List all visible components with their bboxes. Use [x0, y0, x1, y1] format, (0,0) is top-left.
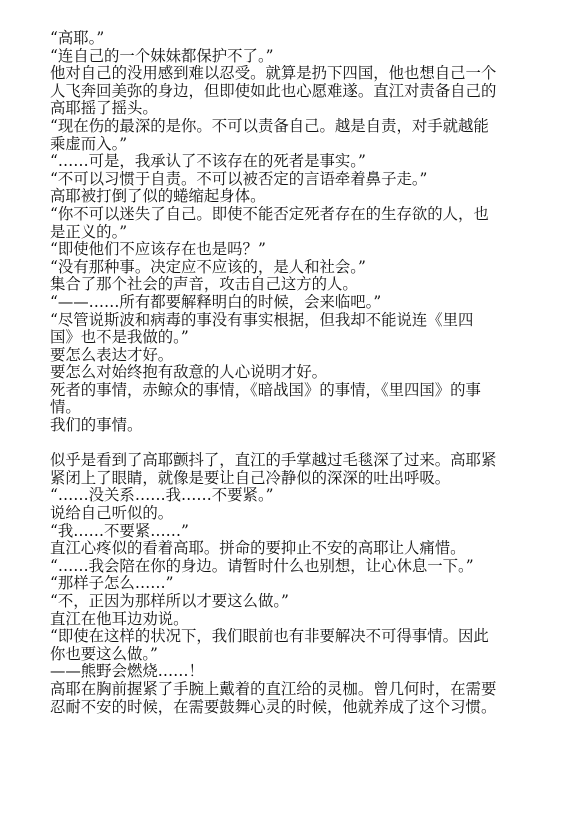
text-line: 直江在他耳边劝说。	[50, 609, 189, 628]
text-line: 高耶在胸前握紧了手腕上戴着的直江给的灵枷。曾几何时，在需要	[50, 679, 497, 698]
text-line: “……可是，我承认了不该存在的死者是事实。”	[50, 152, 366, 171]
text-line: “——……所有都要解释明白的时候，会来临吧。”	[50, 292, 382, 311]
text-line: “即使在这样的状况下，我们眼前也有非要解决不可得事情。因此	[50, 627, 489, 646]
text-line: 是正义的。”	[50, 222, 128, 241]
text-line: 死者的事情，赤鲸众的事情，《暗战国》的事情，《里四国》的事	[50, 380, 481, 399]
text-line: 要怎么对始终抱有敌意的人心说明才好。	[50, 363, 328, 382]
text-line: “即使他们不应该存在也是吗？”	[50, 240, 266, 259]
text-line: 集合了那个社会的声音，攻击自己这方的人。	[50, 275, 358, 294]
text-line: 高耶被打倒了似的蜷缩起身体。	[50, 187, 266, 206]
text-line: ——熊野会燃烧……！	[50, 662, 204, 681]
text-line: 人飞奔回美弥的身边，但即使如此也心愿难遂。直江对责备自己的	[50, 81, 497, 100]
text-line: “那样子怎么……”	[50, 574, 174, 593]
text-line: “尽管说斯波和病毒的事没有事实根据，但我却不能说连《里四	[50, 310, 474, 329]
text-line: 说给自己听似的。	[50, 504, 174, 523]
text-line: “……我会陪在你的身边。请暂时什么也别想，让心休息一下。”	[50, 556, 474, 575]
text-line: 他对自己的没用感到难以忍受。就算是扔下四国，他也想自己一个	[50, 64, 497, 83]
text-line: 国》也不是我做的。”	[50, 328, 189, 347]
text-line: “……没关系……我……不要紧。”	[50, 486, 274, 505]
text-line: 直江心疼似的看着高耶。拼命的要抑止不安的高耶让人痛惜。	[50, 539, 466, 558]
text-line: 要怎么表达才好。	[50, 345, 174, 364]
text-line: “现在伤的最深的是你。不可以责备自己。越是自责，对手就越能	[50, 116, 489, 135]
text-line: 我们的事情。	[50, 416, 143, 435]
text-line: “没有那种事。决定应不应该的，是人和社会。”	[50, 257, 366, 276]
text-line: 忍耐不安的时候，在需要鼓舞心灵的时候，他就养成了这个习惯。	[50, 697, 497, 716]
text-line: 你也要这么做。”	[50, 644, 158, 663]
text-line: “高耶。”	[50, 29, 105, 47]
text-line: 似乎是看到了高耶颤抖了，直江的手掌越过毛毯深了过来。高耶紧	[50, 451, 497, 470]
blank-line	[50, 435, 549, 453]
text-line: “不，正因为那样所以才要这么做。”	[50, 592, 289, 610]
text-line: 紧闭上了眼睛，就像是要让自己冷静似的深深的吐出呼吸。	[50, 468, 451, 487]
text-line: “不可以习惯于自责。不可以被否定的言语牵着鼻子走。”	[50, 169, 428, 188]
text-line: “你不可以迷失了自己。即使不能否定死者存在的生存欲的人，也	[50, 204, 489, 223]
text-line: 情。	[50, 398, 81, 417]
text-line: 高耶摇了摇头。	[50, 99, 158, 118]
text-line: “连自己的一个妹妹都保护不了。”	[50, 46, 274, 65]
text-line: 乘虚而入。”	[50, 134, 128, 153]
text-line: “我……不要紧……”	[50, 521, 189, 540]
